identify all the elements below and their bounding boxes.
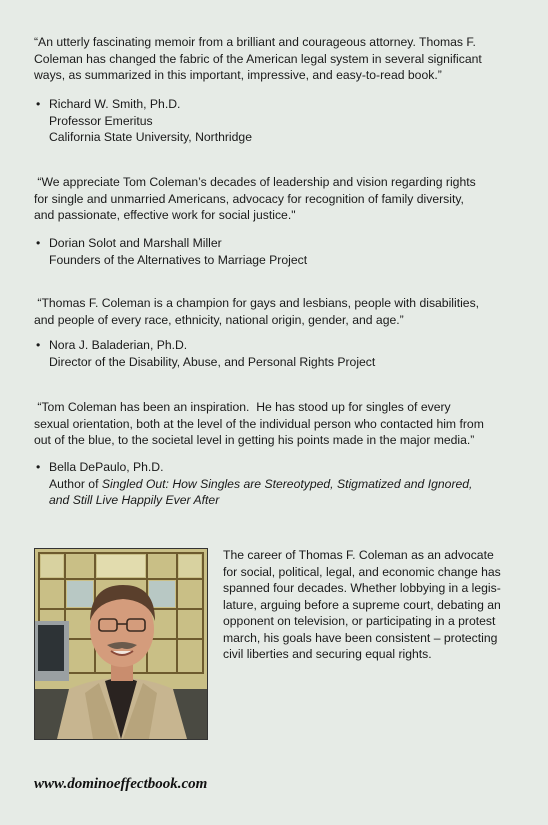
testimonial-attribution-3	[36, 337, 526, 370]
bio-line: lature, arguing before a supreme court, debating an	[223, 597, 501, 612]
bullet-point: •	[36, 236, 41, 250]
testimonial-quote-1	[34, 34, 524, 84]
quote-line: Coleman has changed the fabric of the American legal system in several significant	[34, 51, 482, 66]
book-prefix: Author of	[49, 476, 102, 491]
quote-line: “Thomas F. Coleman is a champion for gays and lesbians, people with disabilities,	[34, 296, 480, 310]
bullet-point: •	[36, 338, 41, 352]
author-bio	[223, 547, 523, 663]
book-title: Singled Out: How Singles are Stereotyped, Stigmatized and Ignored,	[101, 476, 473, 491]
bullet-point: •	[36, 460, 41, 474]
bio-line: for social, political, legal, and economic change has	[223, 564, 501, 579]
attribution-affiliation: California State University, Northridge	[49, 130, 252, 144]
website-url[interactable]: www.dominoeffectbook.com	[34, 776, 208, 792]
author-photo	[34, 548, 208, 740]
testimonial-quote-2	[34, 174, 524, 224]
quote-line: for single and unmarried Americans, advocacy for recognition of family diversity,	[34, 191, 464, 206]
testimonial-attribution-1	[36, 96, 526, 146]
bio-line: civil liberties and securing equal rights.	[223, 647, 432, 661]
bullet-point: •	[36, 97, 41, 111]
quote-line: and passionate, effective work for social justice."	[34, 208, 296, 222]
attribution-name: Richard W. Smith, Ph.D.	[49, 97, 181, 111]
bio-line: march, his goals have been consistent – protecting	[223, 630, 498, 645]
bio-line: The career of Thomas F. Coleman as an advocate	[223, 548, 494, 562]
quote-line: out of the blue, to the societal level in getting his points made in the major media.”	[34, 433, 475, 447]
bio-line: spanned four decades. Whether lobbying in a legis-	[223, 581, 501, 595]
quote-line: “We appreciate Tom Coleman’s decades of leadership and vision regarding rights	[34, 175, 476, 189]
testimonial-attribution-4	[36, 459, 526, 509]
quote-line: and people of every race, ethnicity, national origin, gender, and age.”	[34, 312, 404, 327]
attribution-name: Bella DePaulo, Ph.D.	[49, 460, 164, 474]
quote-line: “Tom Coleman has been an inspiration. He has stood up for singles of every	[34, 400, 451, 414]
attribution-name: Dorian Solot and Marshall Miller	[49, 236, 222, 250]
quote-line: sexual orientation, both at the level of the individual person who contacted him from	[34, 416, 484, 431]
testimonial-quote-4	[34, 399, 524, 449]
book-title-continued: and Still Live Happily Ever After	[49, 493, 220, 507]
quote-line: ways, as summarized in this important, impressive, and easy-to-read book.”	[34, 68, 442, 82]
quote-line: “An utterly fascinating memoir from a brilliant and courageous attorney. Thomas F.	[34, 35, 476, 49]
testimonial-attribution-2	[36, 235, 526, 268]
attribution-title: Director of the Disability, Abuse, and Personal Rights Project	[49, 354, 376, 369]
testimonial-quote-3	[34, 295, 524, 328]
bio-line: opponent on television, or participating in a protest	[223, 614, 496, 628]
attribution-name: Nora J. Baladerian, Ph.D.	[49, 338, 188, 352]
attribution-title: Professor Emeritus	[49, 113, 153, 128]
attribution-title: Founders of the Alternatives to Marriage Project	[49, 252, 308, 267]
attribution-book	[49, 476, 526, 493]
